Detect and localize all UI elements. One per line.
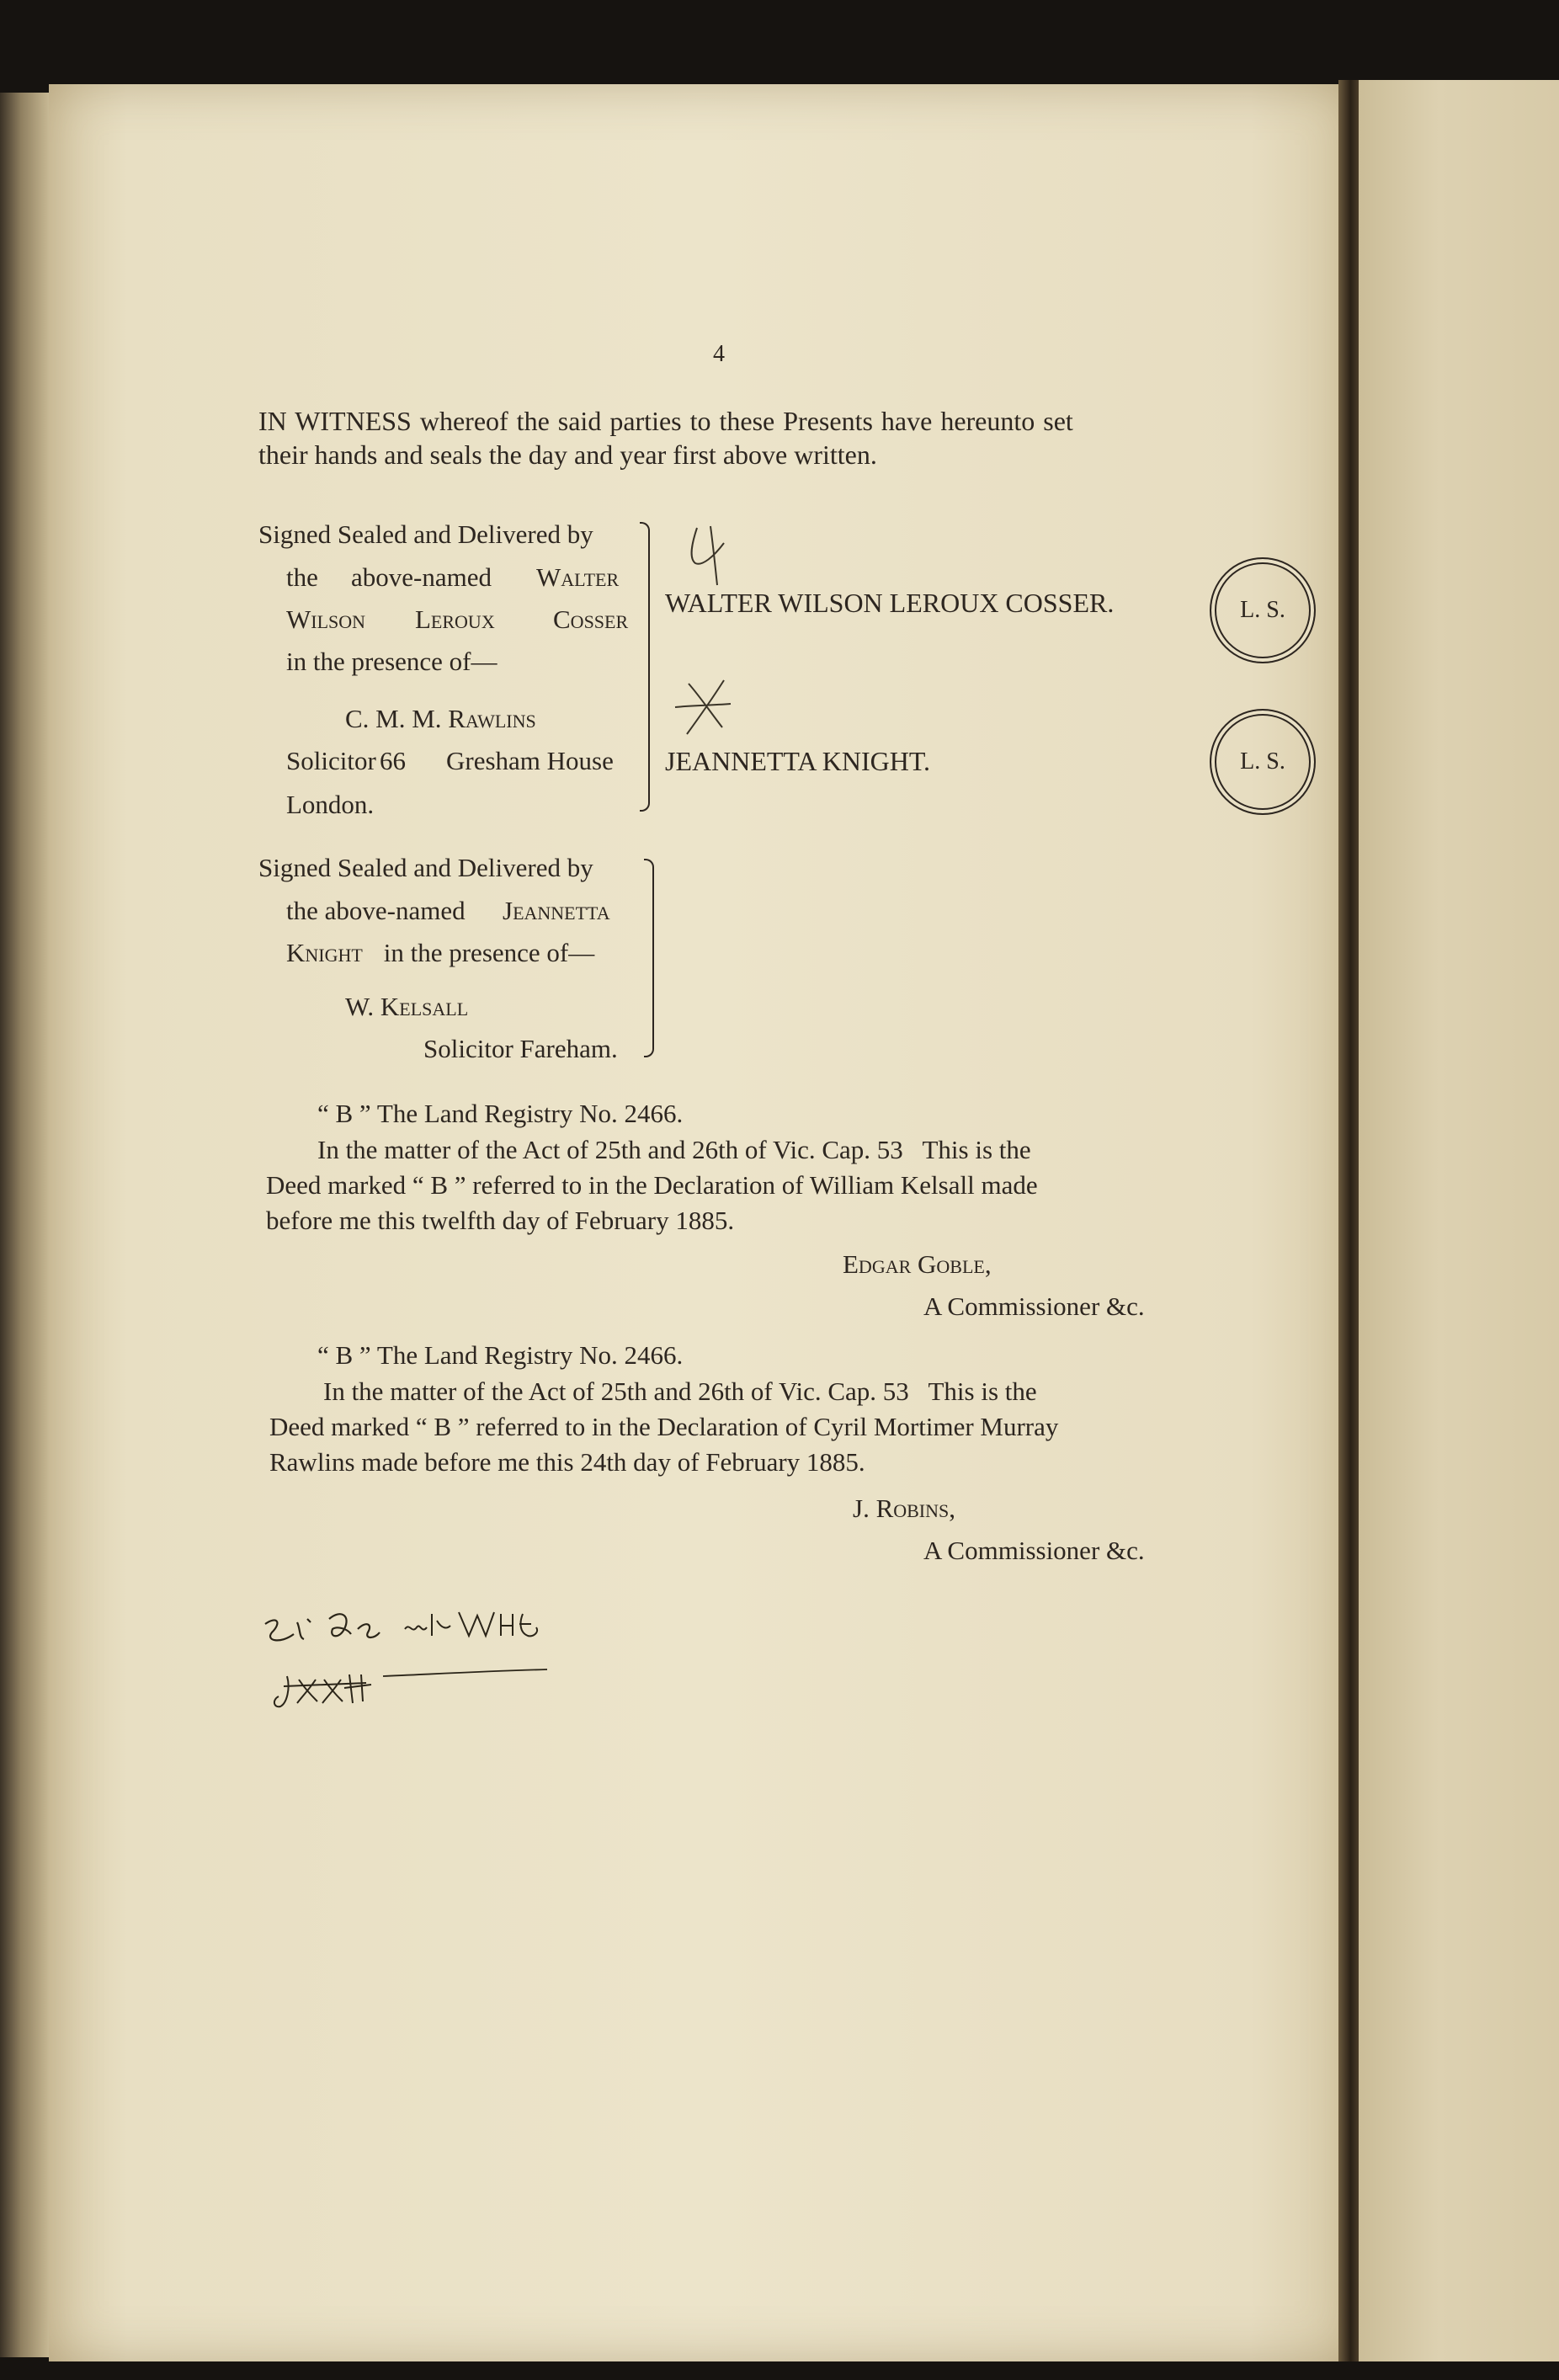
block2-address: Solicitor Fareham.: [423, 1034, 618, 1063]
witness-clause-line-1: IN WITNESS whereof the said parties to these Presents have hereunto set: [258, 406, 1073, 436]
endorsement1-signer: Edgar Goble,: [843, 1249, 992, 1279]
endorsement2-line-3: Rawlins made before me this 24th day of February 1885.: [269, 1447, 865, 1477]
block2-line-3a: Knight: [286, 938, 363, 967]
endorsement2-signer: J. Robins,: [853, 1493, 956, 1523]
block1-line-4: in the presence of—: [286, 647, 497, 676]
block1-line-3a: Wilson: [286, 604, 366, 634]
block1-line-2c: Walter: [536, 562, 620, 592]
seal-2: L. S.: [1210, 709, 1316, 815]
endorsement2-line-1: In the matter of the Act of 25th and 26th of Vic. Cap. 53 This is the: [323, 1376, 1037, 1406]
page-number: 4: [713, 341, 725, 367]
block1-address-a: Solicitor: [286, 746, 376, 775]
book-page-edge: [0, 93, 52, 2357]
handwritten-annotation: [257, 1604, 577, 1717]
signature-mark-2: [672, 674, 739, 741]
endorsement1-line-1: In the matter of the Act of 25th and 26th of Vic. Cap. 53 This is the: [317, 1135, 1031, 1164]
signature-mark-1: [673, 518, 741, 594]
block1-line-2a: the: [286, 562, 318, 592]
facing-page: [1359, 80, 1559, 2361]
block1-address-b: 66: [380, 746, 406, 775]
block2-line-2a: the above-named: [286, 896, 472, 925]
block2-line-1: Signed Sealed and Delivered by: [258, 853, 593, 882]
signatory-1: WALTER WILSON LEROUX COSSER.: [665, 588, 1115, 618]
endorsement1-line-3: before me this twelfth day of February 1885.: [266, 1206, 735, 1235]
block2-line-2b: Jeannetta: [503, 896, 610, 925]
block1-address-2: London.: [286, 790, 375, 819]
seal-1: L. S.: [1210, 557, 1316, 663]
endorsement1-heading: “ B ” The Land Registry No. 2466.: [317, 1099, 684, 1128]
endorsement2-line-2: Deed marked “ B ” referred to in the Declaration of Cyril Mortimer Murray: [269, 1412, 1059, 1441]
endorsement1-title: A Commissioner &c.: [923, 1291, 1145, 1321]
signatory-2: JEANNETTA KNIGHT.: [665, 746, 931, 776]
witness-clause-line-2: their hands and seals the day and year first above written.: [258, 439, 877, 470]
block2-line-3b: in the presence of—: [377, 938, 595, 967]
block1-address-c: Gresham House: [446, 746, 614, 775]
block1-brace: [640, 522, 650, 812]
endorsement2-heading: “ B ” The Land Registry No. 2466.: [317, 1340, 684, 1370]
block1-line-3b: Leroux: [415, 604, 495, 634]
block2-brace: [644, 859, 654, 1057]
block1-witness-name: C. M. M. Rawlins: [345, 704, 536, 733]
block1-line-3c: Cosser: [553, 604, 629, 634]
endorsement2-title: A Commissioner &c.: [923, 1536, 1145, 1565]
block1-line-2b: above-named: [351, 562, 492, 592]
endorsement1-line-2: Deed marked “ B ” referred to in the Declaration of William Kelsall made: [266, 1170, 1038, 1200]
block1-line-1: Signed Sealed and Delivered by: [258, 519, 593, 549]
block2-witness-name: W. Kelsall: [345, 992, 469, 1021]
book-spine: [1338, 80, 1359, 2361]
